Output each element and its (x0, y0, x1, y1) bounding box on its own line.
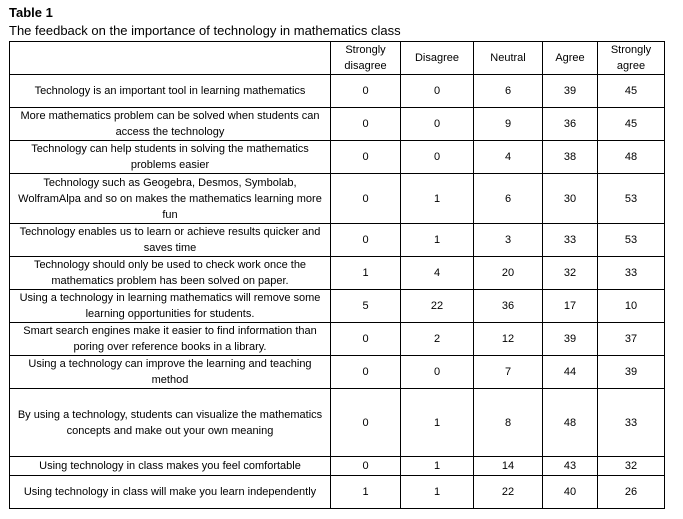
strongly-agree-cell: 37 (598, 323, 665, 356)
strongly-disagree-cell: 0 (331, 356, 401, 389)
strongly-disagree-cell: 0 (331, 75, 401, 108)
neutral-cell: 6 (474, 75, 543, 108)
neutral-cell: 7 (474, 356, 543, 389)
agree-cell: 36 (543, 108, 598, 141)
disagree-cell: 22 (401, 290, 474, 323)
header-strongly-disagree: Strongly disagree (331, 42, 401, 75)
strongly-disagree-cell: 0 (331, 174, 401, 224)
disagree-cell: 1 (401, 389, 474, 457)
header-strongly-agree: Strongly agree (598, 42, 665, 75)
statement-cell: Technology can help students in solving the mathematics problems easier (10, 141, 331, 174)
neutral-cell: 22 (474, 476, 543, 509)
statement-cell: Using a technology can improve the learning and teaching method (10, 356, 331, 389)
disagree-cell: 0 (401, 108, 474, 141)
neutral-cell: 36 (474, 290, 543, 323)
strongly-agree-cell: 33 (598, 389, 665, 457)
table-title: The feedback on the importance of technology in mathematics class (9, 23, 401, 38)
disagree-cell: 0 (401, 75, 474, 108)
statement-cell: Technology should only be used to check work once the mathematics problem has been solved on paper. (10, 257, 331, 290)
disagree-cell: 4 (401, 257, 474, 290)
table-row (10, 141, 665, 174)
strongly-agree-cell: 53 (598, 174, 665, 224)
table-row (10, 356, 665, 389)
neutral-cell: 6 (474, 174, 543, 224)
table-row (10, 108, 665, 141)
disagree-cell: 0 (401, 141, 474, 174)
disagree-cell: 1 (401, 476, 474, 509)
strongly-disagree-cell: 0 (331, 389, 401, 457)
statement-cell: More mathematics problem can be solved when students can access the technology (10, 108, 331, 141)
agree-cell: 17 (543, 290, 598, 323)
neutral-cell: 3 (474, 224, 543, 257)
agree-cell: 30 (543, 174, 598, 224)
agree-cell: 44 (543, 356, 598, 389)
table-row (10, 75, 665, 108)
strongly-agree-cell: 45 (598, 108, 665, 141)
header-neutral: Neutral (474, 42, 543, 75)
statement-cell: Technology such as Geogebra, Desmos, Symbolab, WolframAlpa and so on makes the mathematics learning more fun (10, 174, 331, 224)
table-row (10, 174, 665, 224)
strongly-agree-cell: 10 (598, 290, 665, 323)
statement-cell: Technology is an important tool in learning mathematics (10, 75, 331, 108)
table-row (10, 257, 665, 290)
strongly-disagree-cell: 0 (331, 457, 401, 476)
statement-cell: By using a technology, students can visualize the mathematics concepts and make out your own meaning (10, 389, 331, 457)
table-row (10, 290, 665, 323)
strongly-disagree-cell: 0 (331, 141, 401, 174)
statement-cell: Using a technology in learning mathematics will remove some learning opportunities for students. (10, 290, 331, 323)
table-row (10, 323, 665, 356)
strongly-disagree-cell: 5 (331, 290, 401, 323)
strongly-agree-cell: 53 (598, 224, 665, 257)
statement-cell: Smart search engines make it easier to find information than poring over reference books in a library. (10, 323, 331, 356)
strongly-disagree-cell: 0 (331, 108, 401, 141)
strongly-agree-cell: 32 (598, 457, 665, 476)
disagree-cell: 1 (401, 457, 474, 476)
agree-cell: 43 (543, 457, 598, 476)
agree-cell: 38 (543, 141, 598, 174)
statement-cell: Using technology in class makes you feel comfortable (10, 457, 331, 476)
neutral-cell: 9 (474, 108, 543, 141)
feedback-table (9, 41, 665, 509)
neutral-cell: 8 (474, 389, 543, 457)
statement-cell: Technology enables us to learn or achieve results quicker and saves time (10, 224, 331, 257)
strongly-agree-cell: 45 (598, 75, 665, 108)
neutral-cell: 14 (474, 457, 543, 476)
disagree-cell: 1 (401, 174, 474, 224)
agree-cell: 33 (543, 224, 598, 257)
header-disagree: Disagree (401, 42, 474, 75)
strongly-agree-cell: 33 (598, 257, 665, 290)
agree-cell: 48 (543, 389, 598, 457)
agree-cell: 40 (543, 476, 598, 509)
table-row (10, 389, 665, 457)
table-number: Table 1 (9, 5, 53, 20)
agree-cell: 39 (543, 75, 598, 108)
agree-cell: 32 (543, 257, 598, 290)
strongly-agree-cell: 39 (598, 356, 665, 389)
strongly-agree-cell: 26 (598, 476, 665, 509)
table-row (10, 224, 665, 257)
disagree-cell: 0 (401, 356, 474, 389)
strongly-disagree-cell: 1 (331, 257, 401, 290)
agree-cell: 39 (543, 323, 598, 356)
header-row (10, 42, 665, 75)
header-agree: Agree (543, 42, 598, 75)
neutral-cell: 4 (474, 141, 543, 174)
table-row (10, 457, 665, 476)
strongly-agree-cell: 48 (598, 141, 665, 174)
header-statement (10, 42, 331, 75)
strongly-disagree-cell: 0 (331, 323, 401, 356)
disagree-cell: 2 (401, 323, 474, 356)
neutral-cell: 12 (474, 323, 543, 356)
table-row (10, 476, 665, 509)
strongly-disagree-cell: 0 (331, 224, 401, 257)
statement-cell: Using technology in class will make you learn independently (10, 476, 331, 509)
neutral-cell: 20 (474, 257, 543, 290)
disagree-cell: 1 (401, 224, 474, 257)
strongly-disagree-cell: 1 (331, 476, 401, 509)
